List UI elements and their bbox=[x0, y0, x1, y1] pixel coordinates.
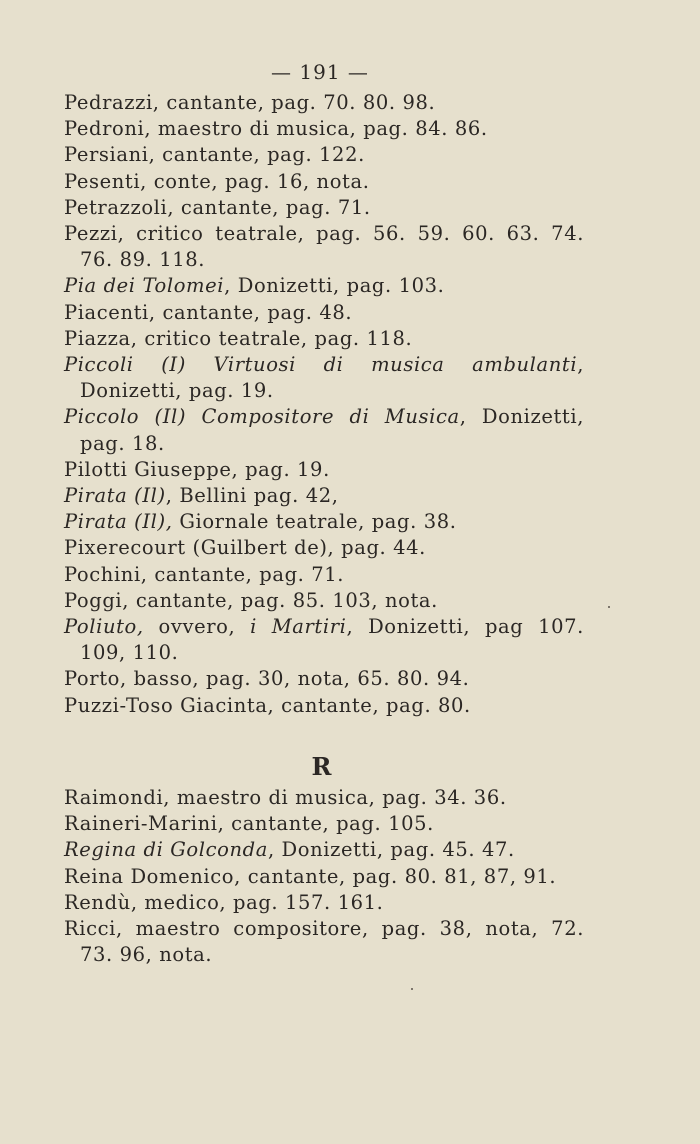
italic-title-text: Pirata (Il) bbox=[64, 484, 166, 508]
entry-text: Poggi, cantante, pag. 85. 103, nota. bbox=[64, 588, 438, 612]
entry-text: Persiani, cantante, pag. 122. bbox=[64, 143, 365, 167]
entry-text: Porto, basso, pag. 30, nota, 65. 80. 94. bbox=[64, 667, 470, 691]
index-entry-pilotti bbox=[64, 457, 584, 483]
index-entry-pixerecourt bbox=[64, 535, 584, 561]
entry-text: Puzzi-Toso Giacinta, cantante, pag. 80. bbox=[64, 693, 471, 717]
index-entry-reina bbox=[64, 864, 584, 890]
index-entry-persiani bbox=[64, 142, 584, 168]
index-entry-pezzi bbox=[64, 221, 584, 273]
index-entry-pirata-bellini bbox=[64, 483, 584, 509]
index-entry-porto bbox=[64, 666, 584, 692]
italic-title-text: Pia dei Tolomei bbox=[64, 274, 225, 298]
index-section-r bbox=[64, 785, 584, 968]
index-entry-pedrazzi bbox=[64, 90, 584, 116]
entry-text: Raimondi, maestro di musica, pag. 34. 36. bbox=[64, 786, 507, 809]
index-entry-poggi bbox=[64, 588, 584, 614]
index-entry-raineri-marini bbox=[64, 811, 584, 837]
paper-speck bbox=[608, 606, 610, 608]
entry-text: Giornale teatrale, pag. 38. bbox=[172, 510, 457, 534]
entry-text: ovvero, bbox=[143, 615, 251, 639]
index-entry-rendu bbox=[64, 890, 584, 916]
entry-text: , Bellini pag. 42, bbox=[165, 484, 339, 508]
index-entry-ricci bbox=[64, 916, 584, 968]
entry-text: Pedroni, maestro di musica, pag. 84. 86. bbox=[64, 117, 488, 141]
index-entry-piccoli-virtuosi bbox=[64, 352, 584, 404]
index-entry-regina-di-golconda bbox=[64, 837, 584, 863]
index-entry-petrazzoli bbox=[64, 195, 584, 221]
entry-text: Pixerecourt (Guilbert de), pag. 44. bbox=[64, 536, 426, 560]
entry-text: , Donizetti, pag. 103. bbox=[224, 274, 445, 298]
entry-text: Ricci, maestro compositore, pag. 38, nota, 72. 73. 96, nota. bbox=[64, 917, 584, 967]
index-entry-piccolo-compositore bbox=[64, 404, 584, 456]
entry-text: Pilotti Giuseppe, pag. 19. bbox=[64, 457, 330, 481]
page-number: — 191 — bbox=[271, 60, 369, 84]
entry-text: Pedrazzi, cantante, pag. 70. 80. 98. bbox=[64, 91, 436, 114]
entry-text: Reina Domenico, cantante, pag. 80. 81, 87, 91. bbox=[64, 864, 557, 888]
entry-text: Pezzi, critico teatrale, pag. 56. 59. 60. 63. 74. 76. 89. 118. bbox=[64, 222, 584, 272]
entry-text: Piacenti, cantante, pag. 48. bbox=[64, 300, 353, 324]
paper-speck bbox=[411, 988, 413, 990]
italic-title-text: Poliuto, bbox=[64, 615, 144, 639]
index-entry-piacenti bbox=[64, 300, 584, 326]
entry-text: Pesenti, conte, pag. 16, nota. bbox=[64, 169, 370, 193]
index-entry-puzzi-toso bbox=[64, 693, 584, 719]
entry-text: Rendù, medico, pag. 157. 161. bbox=[64, 890, 384, 914]
italic-title-text: Piccoli (I) Virtuosi di musica ambulanti bbox=[64, 353, 578, 377]
italic-title-text: Regina di Golconda bbox=[64, 838, 268, 862]
index-entry-pochini bbox=[64, 562, 584, 588]
index-entry-pia-dei-tolomei bbox=[64, 273, 584, 299]
section-letter-heading: R bbox=[311, 752, 329, 781]
index-entry-pesenti bbox=[64, 169, 584, 195]
entry-text: Pochini, cantante, pag. 71. bbox=[64, 562, 345, 586]
index-entry-pedroni bbox=[64, 116, 584, 142]
index-section-p bbox=[64, 90, 584, 719]
index-entry-poliuto bbox=[64, 614, 584, 666]
italic-title-text: i Martiri bbox=[250, 615, 347, 639]
entry-text: , Donizetti, pag. 18. bbox=[80, 405, 584, 455]
entry-text: Piazza, critico teatrale, pag. 118. bbox=[64, 326, 413, 350]
italic-title-text: Piccolo (Il) Compositore di Musica bbox=[64, 405, 460, 429]
entry-text: , Donizetti, pag. 45. 47. bbox=[267, 838, 515, 862]
entry-text: Raineri-Marini, cantante, pag. 105. bbox=[64, 812, 434, 836]
entry-text: Petrazzoli, cantante, pag. 71. bbox=[64, 195, 371, 219]
index-entry-raimondi bbox=[64, 785, 584, 811]
index-entry-piazza bbox=[64, 326, 584, 352]
italic-title-text: Pirata (Il), bbox=[64, 510, 173, 534]
entry-text: , Donizetti, pag. 19. bbox=[80, 353, 584, 403]
entry-text: , Donizetti, pag 107. 109, 110. bbox=[80, 615, 584, 665]
index-entry-pirata-giornale bbox=[64, 509, 584, 535]
